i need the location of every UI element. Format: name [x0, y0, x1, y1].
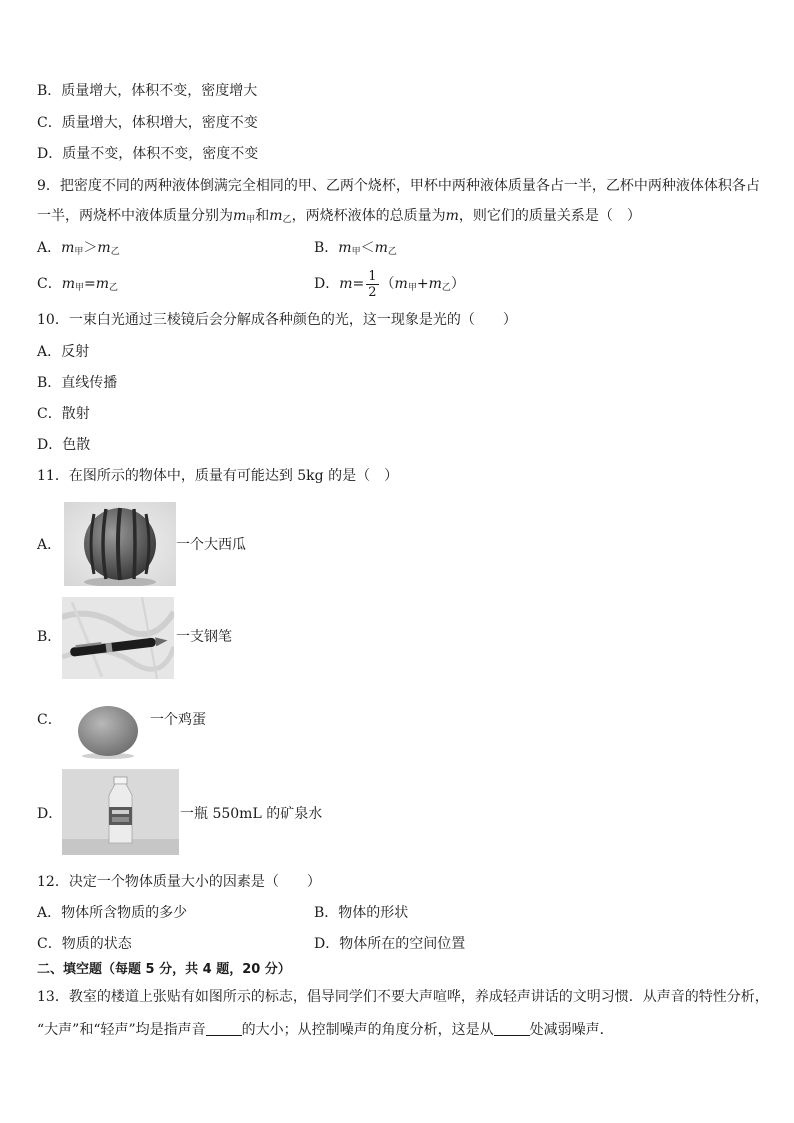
q9-stem-line2: 一半，两烧杯中液体质量分别为$m_甲$和$m_乙$，两烧杯液体的总质量为m，则它们的质量关系是（ ） — [37, 208, 641, 225]
q12-option-c: C．物质的状态 — [37, 936, 132, 952]
q10-option-b: B．直线传播 — [37, 375, 118, 391]
q8-option-b: B．质量增大，体积不变，密度增大 — [37, 83, 258, 99]
q10-stem: 10．一束白光通过三棱镜后会分解成各种颜色的光，这一现象是光的（ ） — [37, 312, 517, 328]
q9-option-d: D．m= $\frac{1}{2}$ $(m_甲+m_乙)$ — [314, 268, 465, 300]
q11-option-b-label: B． — [37, 629, 62, 645]
q9-option-c: C．$m_甲=m_乙$ — [37, 276, 119, 293]
q11-option-d-caption: 一瓶 550mL 的矿泉水 — [180, 806, 323, 822]
answer-blank-2[interactable] — [494, 1021, 530, 1036]
q11-option-c-label: C． — [37, 712, 62, 728]
q9-option-b: B．$m_甲<m_乙$ — [314, 240, 397, 257]
q12-option-a: A．物体所含物质的多少 — [37, 905, 188, 921]
pen-image — [62, 597, 174, 679]
answer-blank-1[interactable] — [206, 1021, 242, 1036]
q11-stem: 11．在图所示的物体中，质量有可能达到 5kg 的是（ ） — [37, 468, 399, 484]
fraction-one-half: $\frac{1}{2}$ — [368, 268, 377, 300]
q11-option-a-caption: 一个大西瓜 — [176, 537, 246, 553]
q10-option-c: C．散射 — [37, 406, 90, 422]
q11-option-c-caption: 一个鸡蛋 — [150, 712, 206, 728]
q10-option-a: A．反射 — [37, 344, 90, 360]
q10-option-d: D．色散 — [37, 437, 91, 453]
q11-option-d-label: D． — [37, 806, 63, 822]
q11-option-b-caption: 一支钢笔 — [176, 629, 232, 645]
section-title-fill-in: 二、填空题（每题 5 分，共 4 题，20 分） — [37, 962, 291, 977]
q9-option-a: A．$m_甲>m_乙$ — [37, 240, 120, 257]
q9-stem-line1: 9．把密度不同的两种液体倒满完全相同的甲、乙两个烧杯，甲杯中两种液体质量各占一半，乙杯中两种液体体积各占 — [37, 178, 760, 194]
q12-option-b: B．物体的形状 — [314, 905, 409, 921]
q13-line1: 13．教室的楼道上张贴有如图所示的标志，倡导同学们不要大声喧哗，养成轻声讲话的文明习惯．从声音的特性分析， — [37, 989, 769, 1005]
q13-line2: “大声”和“轻声”均是指声音 的大小；从控制噪声的角度分析，这是从 处减弱噪声． — [37, 1022, 614, 1038]
q8-option-c: C．质量增大，体积增大，密度不变 — [37, 115, 258, 131]
egg-image — [74, 703, 142, 759]
water-bottle-image — [62, 769, 179, 855]
q8-option-d: D．质量不变，体积不变，密度不变 — [37, 146, 259, 162]
q12-stem: 12．决定一个物体质量大小的因素是（ ） — [37, 874, 321, 890]
q11-option-a-label: A． — [37, 537, 62, 553]
watermelon-image — [64, 502, 176, 586]
q12-option-d: D．物体所在的空间位置 — [314, 936, 466, 952]
